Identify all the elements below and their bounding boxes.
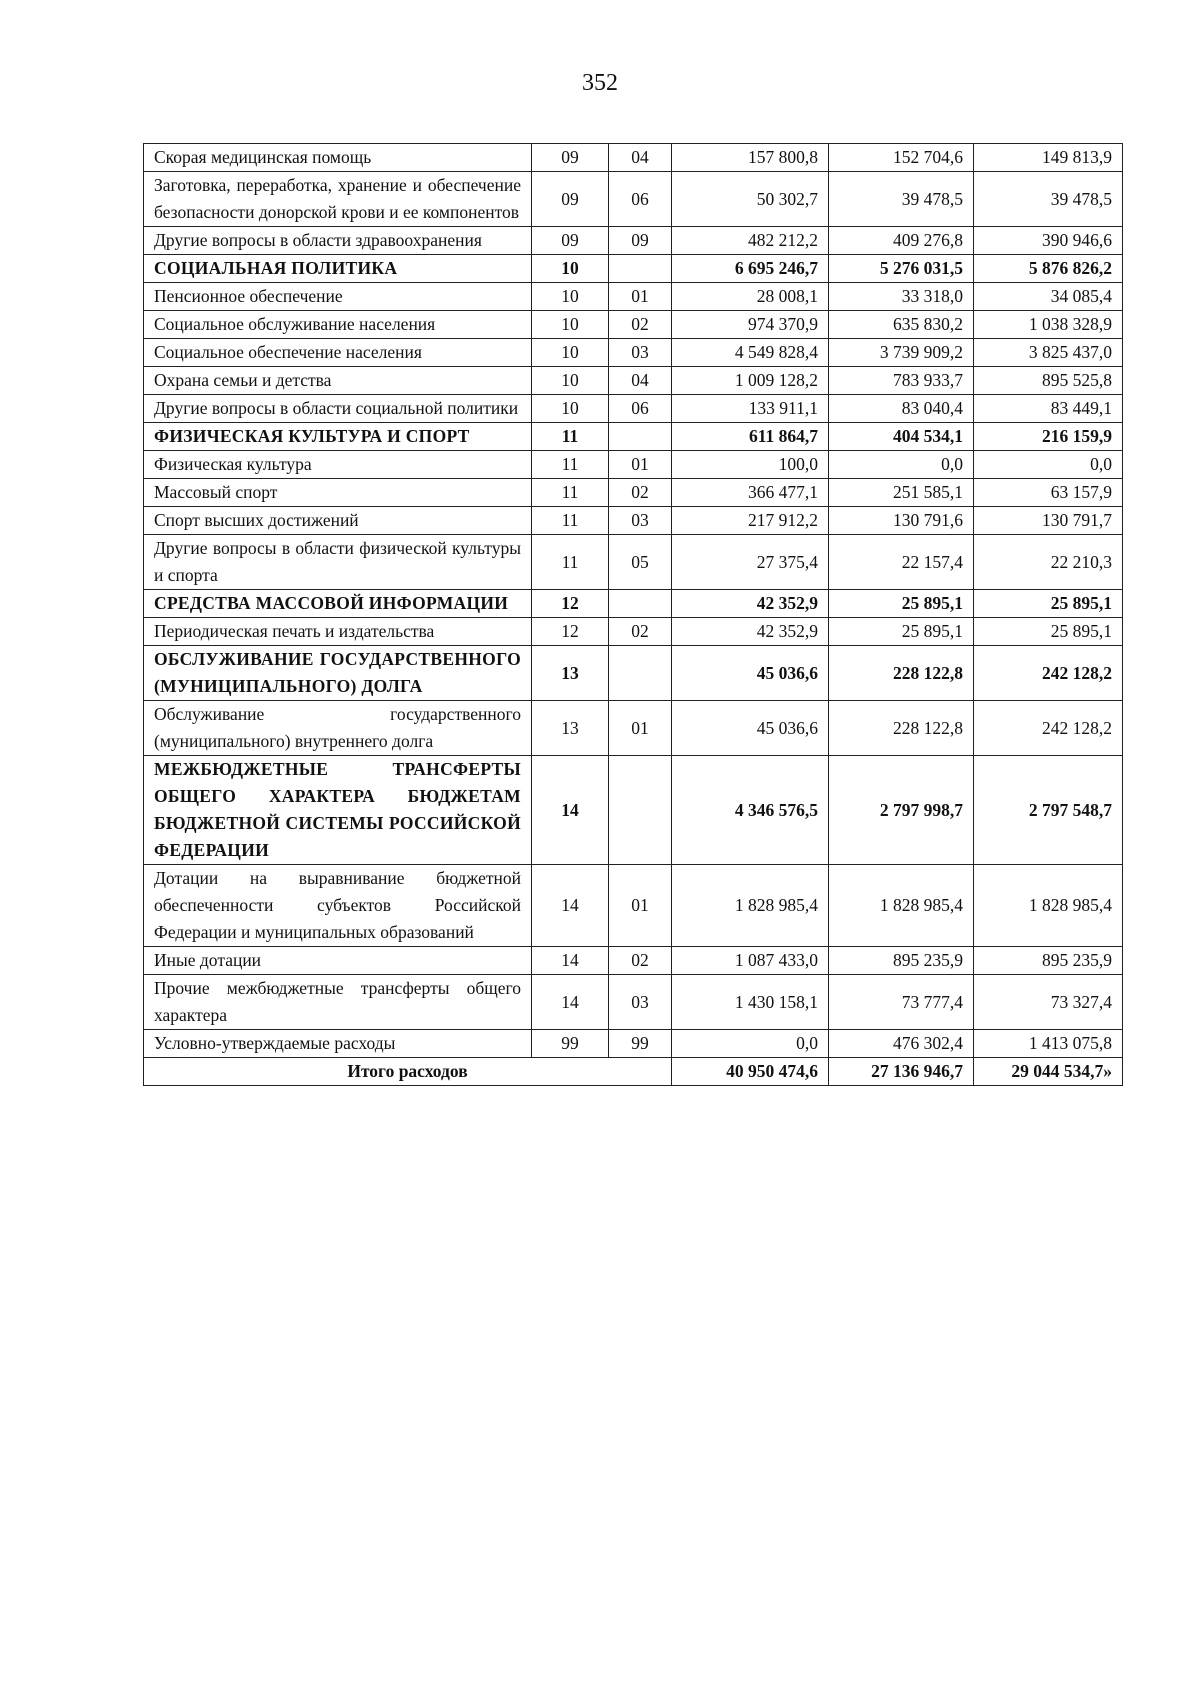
section-row bbox=[144, 646, 1123, 701]
amount-year2-cell: 2 797 998,7 bbox=[829, 756, 974, 865]
total-amount-year2: 27 136 946,7 bbox=[829, 1058, 974, 1086]
section-code-cell: 10 bbox=[532, 255, 609, 283]
row-name-cell: СОЦИАЛЬНАЯ ПОЛИТИКА bbox=[144, 255, 532, 283]
table-row bbox=[144, 283, 1123, 311]
amount-year3-cell: 130 791,7 bbox=[974, 507, 1123, 535]
section-code-cell: 14 bbox=[532, 865, 609, 947]
table-row bbox=[144, 507, 1123, 535]
amount-year2-cell: 251 585,1 bbox=[829, 479, 974, 507]
amount-year2-cell: 0,0 bbox=[829, 451, 974, 479]
subsection-code-cell bbox=[609, 756, 672, 865]
amount-year3-cell: 83 449,1 bbox=[974, 395, 1123, 423]
subsection-code-cell: 03 bbox=[609, 975, 672, 1030]
amount-year3-cell: 3 825 437,0 bbox=[974, 339, 1123, 367]
section-code-cell: 13 bbox=[532, 646, 609, 701]
section-code-cell: 11 bbox=[532, 507, 609, 535]
amount-year1-cell: 1 430 158,1 bbox=[672, 975, 829, 1030]
row-name-cell: Социальное обслуживание населения bbox=[144, 311, 532, 339]
subsection-code-cell: 04 bbox=[609, 367, 672, 395]
amount-year1-cell: 366 477,1 bbox=[672, 479, 829, 507]
total-amount-year1: 40 950 474,6 bbox=[672, 1058, 829, 1086]
amount-year1-cell: 42 352,9 bbox=[672, 590, 829, 618]
amount-year3-cell: 1 413 075,8 bbox=[974, 1030, 1123, 1058]
section-code-cell: 10 bbox=[532, 283, 609, 311]
amount-year1-cell: 45 036,6 bbox=[672, 646, 829, 701]
section-code-cell: 12 bbox=[532, 590, 609, 618]
amount-year2-cell: 5 276 031,5 bbox=[829, 255, 974, 283]
amount-year3-cell: 63 157,9 bbox=[974, 479, 1123, 507]
amount-year2-cell: 3 739 909,2 bbox=[829, 339, 974, 367]
subsection-code-cell bbox=[609, 423, 672, 451]
subsection-code-cell: 02 bbox=[609, 947, 672, 975]
table-row bbox=[144, 227, 1123, 255]
amount-year1-cell: 4 346 576,5 bbox=[672, 756, 829, 865]
amount-year2-cell: 22 157,4 bbox=[829, 535, 974, 590]
amount-year3-cell: 895 525,8 bbox=[974, 367, 1123, 395]
amount-year3-cell: 149 813,9 bbox=[974, 144, 1123, 172]
section-row bbox=[144, 423, 1123, 451]
amount-year1-cell: 100,0 bbox=[672, 451, 829, 479]
row-name-cell: Обслуживание государственного (муниципального) внутреннего долга bbox=[144, 701, 532, 756]
amount-year2-cell: 25 895,1 bbox=[829, 590, 974, 618]
total-amount-year3: 29 044 534,7» bbox=[974, 1058, 1123, 1086]
subsection-code-cell: 02 bbox=[609, 618, 672, 646]
amount-year1-cell: 974 370,9 bbox=[672, 311, 829, 339]
section-code-cell: 10 bbox=[532, 367, 609, 395]
amount-year2-cell: 25 895,1 bbox=[829, 618, 974, 646]
amount-year1-cell: 133 911,1 bbox=[672, 395, 829, 423]
amount-year3-cell: 1 038 328,9 bbox=[974, 311, 1123, 339]
row-name-cell: Скорая медицинская помощь bbox=[144, 144, 532, 172]
total-label: Итого расходов bbox=[144, 1058, 672, 1086]
amount-year3-cell: 39 478,5 bbox=[974, 172, 1123, 227]
amount-year2-cell: 895 235,9 bbox=[829, 947, 974, 975]
table-row bbox=[144, 367, 1123, 395]
row-name-cell: Иные дотации bbox=[144, 947, 532, 975]
amount-year3-cell: 25 895,1 bbox=[974, 590, 1123, 618]
amount-year3-cell: 895 235,9 bbox=[974, 947, 1123, 975]
amount-year2-cell: 33 318,0 bbox=[829, 283, 974, 311]
amount-year1-cell: 217 912,2 bbox=[672, 507, 829, 535]
section-code-cell: 14 bbox=[532, 947, 609, 975]
subsection-code-cell: 05 bbox=[609, 535, 672, 590]
amount-year2-cell: 83 040,4 bbox=[829, 395, 974, 423]
subsection-code-cell: 09 bbox=[609, 227, 672, 255]
budget-expenditure-table bbox=[143, 143, 1123, 1086]
section-code-cell: 10 bbox=[532, 339, 609, 367]
amount-year2-cell: 1 828 985,4 bbox=[829, 865, 974, 947]
amount-year2-cell: 783 933,7 bbox=[829, 367, 974, 395]
row-name-cell: Охрана семьи и детства bbox=[144, 367, 532, 395]
row-name-cell: Заготовка, переработка, хранение и обеспечение безопасности донорской крови и ее компонентов bbox=[144, 172, 532, 227]
amount-year1-cell: 482 212,2 bbox=[672, 227, 829, 255]
amount-year3-cell: 5 876 826,2 bbox=[974, 255, 1123, 283]
table-row bbox=[144, 865, 1123, 947]
row-name-cell: ФИЗИЧЕСКАЯ КУЛЬТУРА И СПОРТ bbox=[144, 423, 532, 451]
amount-year2-cell: 409 276,8 bbox=[829, 227, 974, 255]
table-row bbox=[144, 618, 1123, 646]
subsection-code-cell bbox=[609, 646, 672, 701]
amount-year3-cell: 22 210,3 bbox=[974, 535, 1123, 590]
section-code-cell: 11 bbox=[532, 479, 609, 507]
subsection-code-cell: 04 bbox=[609, 144, 672, 172]
row-name-cell: Условно-утверждаемые расходы bbox=[144, 1030, 532, 1058]
row-name-cell: МЕЖБЮДЖЕТНЫЕ ТРАНСФЕРТЫ ОБЩЕГО ХАРАКТЕРА БЮДЖЕТАМ БЮДЖЕТНОЙ СИСТЕМЫ РОССИЙСКОЙ ФЕДЕРАЦИИ bbox=[144, 756, 532, 865]
amount-year1-cell: 0,0 bbox=[672, 1030, 829, 1058]
subsection-code-cell: 03 bbox=[609, 339, 672, 367]
table-row bbox=[144, 479, 1123, 507]
amount-year3-cell: 242 128,2 bbox=[974, 646, 1123, 701]
amount-year2-cell: 73 777,4 bbox=[829, 975, 974, 1030]
amount-year1-cell: 4 549 828,4 bbox=[672, 339, 829, 367]
subsection-code-cell: 01 bbox=[609, 865, 672, 947]
amount-year3-cell: 216 159,9 bbox=[974, 423, 1123, 451]
amount-year3-cell: 242 128,2 bbox=[974, 701, 1123, 756]
total-row bbox=[144, 1058, 1123, 1086]
amount-year1-cell: 1 828 985,4 bbox=[672, 865, 829, 947]
section-code-cell: 14 bbox=[532, 756, 609, 865]
row-name-cell: Дотации на выравнивание бюджетной обеспеченности субъектов Российской Федерации и муниципальных образований bbox=[144, 865, 532, 947]
table-row bbox=[144, 144, 1123, 172]
table-row bbox=[144, 172, 1123, 227]
row-name-cell: Другие вопросы в области здравоохранения bbox=[144, 227, 532, 255]
table-row bbox=[144, 975, 1123, 1030]
amount-year3-cell: 2 797 548,7 bbox=[974, 756, 1123, 865]
amount-year2-cell: 476 302,4 bbox=[829, 1030, 974, 1058]
amount-year3-cell: 390 946,6 bbox=[974, 227, 1123, 255]
subsection-code-cell: 03 bbox=[609, 507, 672, 535]
table-body bbox=[144, 144, 1123, 1086]
section-code-cell: 09 bbox=[532, 172, 609, 227]
row-name-cell: Пенсионное обеспечение bbox=[144, 283, 532, 311]
table-row bbox=[144, 451, 1123, 479]
amount-year2-cell: 635 830,2 bbox=[829, 311, 974, 339]
amount-year2-cell: 130 791,6 bbox=[829, 507, 974, 535]
section-code-cell: 11 bbox=[532, 423, 609, 451]
table-row bbox=[144, 535, 1123, 590]
subsection-code-cell: 01 bbox=[609, 451, 672, 479]
subsection-code-cell: 02 bbox=[609, 479, 672, 507]
row-name-cell: Социальное обеспечение населения bbox=[144, 339, 532, 367]
section-code-cell: 14 bbox=[532, 975, 609, 1030]
amount-year1-cell: 42 352,9 bbox=[672, 618, 829, 646]
row-name-cell: Массовый спорт bbox=[144, 479, 532, 507]
section-row bbox=[144, 255, 1123, 283]
table-row bbox=[144, 339, 1123, 367]
table-row bbox=[144, 311, 1123, 339]
amount-year2-cell: 404 534,1 bbox=[829, 423, 974, 451]
row-name-cell: Другие вопросы в области социальной политики bbox=[144, 395, 532, 423]
page-number: 352 bbox=[582, 70, 618, 96]
section-code-cell: 11 bbox=[532, 451, 609, 479]
amount-year2-cell: 228 122,8 bbox=[829, 701, 974, 756]
subsection-code-cell: 06 bbox=[609, 172, 672, 227]
row-name-cell: Спорт высших достижений bbox=[144, 507, 532, 535]
amount-year3-cell: 34 085,4 bbox=[974, 283, 1123, 311]
subsection-code-cell: 01 bbox=[609, 701, 672, 756]
subsection-code-cell bbox=[609, 255, 672, 283]
table-row bbox=[144, 701, 1123, 756]
amount-year1-cell: 1 087 433,0 bbox=[672, 947, 829, 975]
amount-year1-cell: 157 800,8 bbox=[672, 144, 829, 172]
amount-year2-cell: 228 122,8 bbox=[829, 646, 974, 701]
row-name-cell: СРЕДСТВА МАССОВОЙ ИНФОРМАЦИИ bbox=[144, 590, 532, 618]
subsection-code-cell: 99 bbox=[609, 1030, 672, 1058]
amount-year1-cell: 6 695 246,7 bbox=[672, 255, 829, 283]
table-row bbox=[144, 395, 1123, 423]
section-code-cell: 99 bbox=[532, 1030, 609, 1058]
amount-year3-cell: 0,0 bbox=[974, 451, 1123, 479]
amount-year2-cell: 39 478,5 bbox=[829, 172, 974, 227]
row-name-cell: Другие вопросы в области физической культуры и спорта bbox=[144, 535, 532, 590]
section-code-cell: 09 bbox=[532, 144, 609, 172]
amount-year2-cell: 152 704,6 bbox=[829, 144, 974, 172]
section-row bbox=[144, 756, 1123, 865]
section-code-cell: 11 bbox=[532, 535, 609, 590]
subsection-code-cell: 02 bbox=[609, 311, 672, 339]
amount-year3-cell: 25 895,1 bbox=[974, 618, 1123, 646]
amount-year1-cell: 27 375,4 bbox=[672, 535, 829, 590]
amount-year1-cell: 611 864,7 bbox=[672, 423, 829, 451]
amount-year1-cell: 45 036,6 bbox=[672, 701, 829, 756]
row-name-cell: Физическая культура bbox=[144, 451, 532, 479]
table-row bbox=[144, 947, 1123, 975]
row-name-cell: Периодическая печать и издательства bbox=[144, 618, 532, 646]
row-name-cell: Прочие межбюджетные трансферты общего характера bbox=[144, 975, 532, 1030]
amount-year3-cell: 1 828 985,4 bbox=[974, 865, 1123, 947]
amount-year3-cell: 73 327,4 bbox=[974, 975, 1123, 1030]
section-row bbox=[144, 590, 1123, 618]
table-row bbox=[144, 1030, 1123, 1058]
row-name-cell: ОБСЛУЖИВАНИЕ ГОСУДАРСТВЕННОГО (МУНИЦИПАЛЬНОГО) ДОЛГА bbox=[144, 646, 532, 701]
subsection-code-cell bbox=[609, 590, 672, 618]
section-code-cell: 13 bbox=[532, 701, 609, 756]
amount-year1-cell: 50 302,7 bbox=[672, 172, 829, 227]
amount-year1-cell: 1 009 128,2 bbox=[672, 367, 829, 395]
section-code-cell: 12 bbox=[532, 618, 609, 646]
section-code-cell: 10 bbox=[532, 311, 609, 339]
section-code-cell: 10 bbox=[532, 395, 609, 423]
amount-year1-cell: 28 008,1 bbox=[672, 283, 829, 311]
subsection-code-cell: 01 bbox=[609, 283, 672, 311]
subsection-code-cell: 06 bbox=[609, 395, 672, 423]
section-code-cell: 09 bbox=[532, 227, 609, 255]
